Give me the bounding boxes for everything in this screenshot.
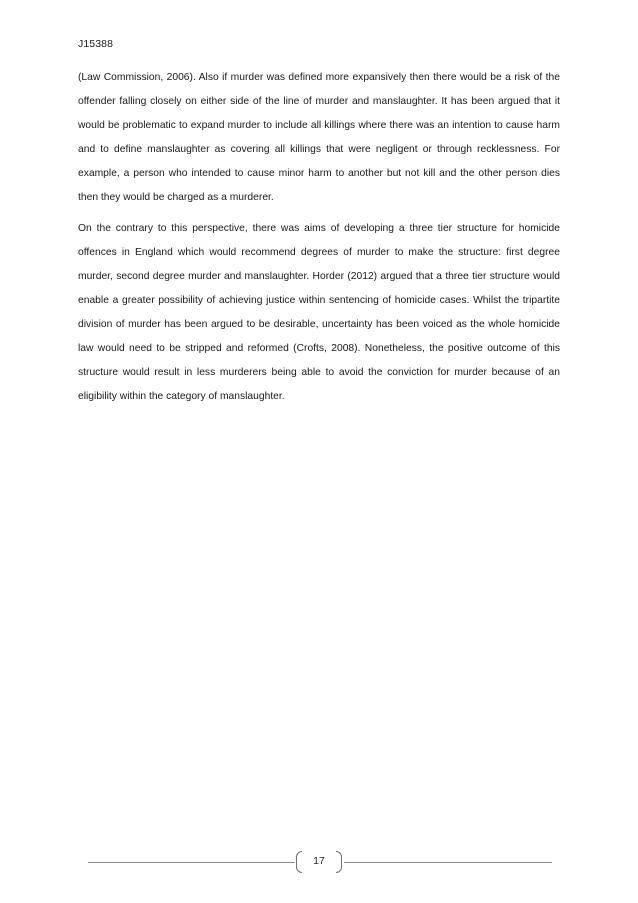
document-id: J15388 [78, 38, 114, 50]
page-footer [0, 848, 638, 878]
footer-rule-left [88, 862, 295, 863]
body-text [78, 66, 560, 415]
footer-rule-right [344, 862, 552, 863]
footer-bracket-right [336, 851, 342, 873]
page-number: 17 [313, 855, 325, 867]
paragraph-1: (Law Commission, 2006). Also if murder was defined more expansively then there would be a risk of the offender falling closely on either side of the line of murder and manslaughter. It has been argued that it would be problematic to expand murder to include all killings where there was an intention to cause harm and to define manslaughter as covering all killings that were negligent or through recklessness. For example, a person who intended to cause minor harm to another but not kill and the other person dies then they would be charged as a murderer. [78, 72, 560, 204]
paragraph-2: On the contrary to this perspective, there was aims of developing a three tier structure for homicide offences in England which would recommend degrees of murder to make the structure: first degree murder, second degree murder and manslaughter. Horder (2012) argued that a three tier structure would enable a greater possibility of achieving justice within sentencing of homicide cases. Whilst the tripartite division of murder has been argued to be desirable, uncertainty has been voiced as the whole homicide law would need to be stripped and reformed (Crofts, 2008). Nonetheless, the positive outcome of this structure would result in less murderers being able to avoid the conviction for murder because of an eligibility within the category of manslaughter. [78, 222, 560, 403]
